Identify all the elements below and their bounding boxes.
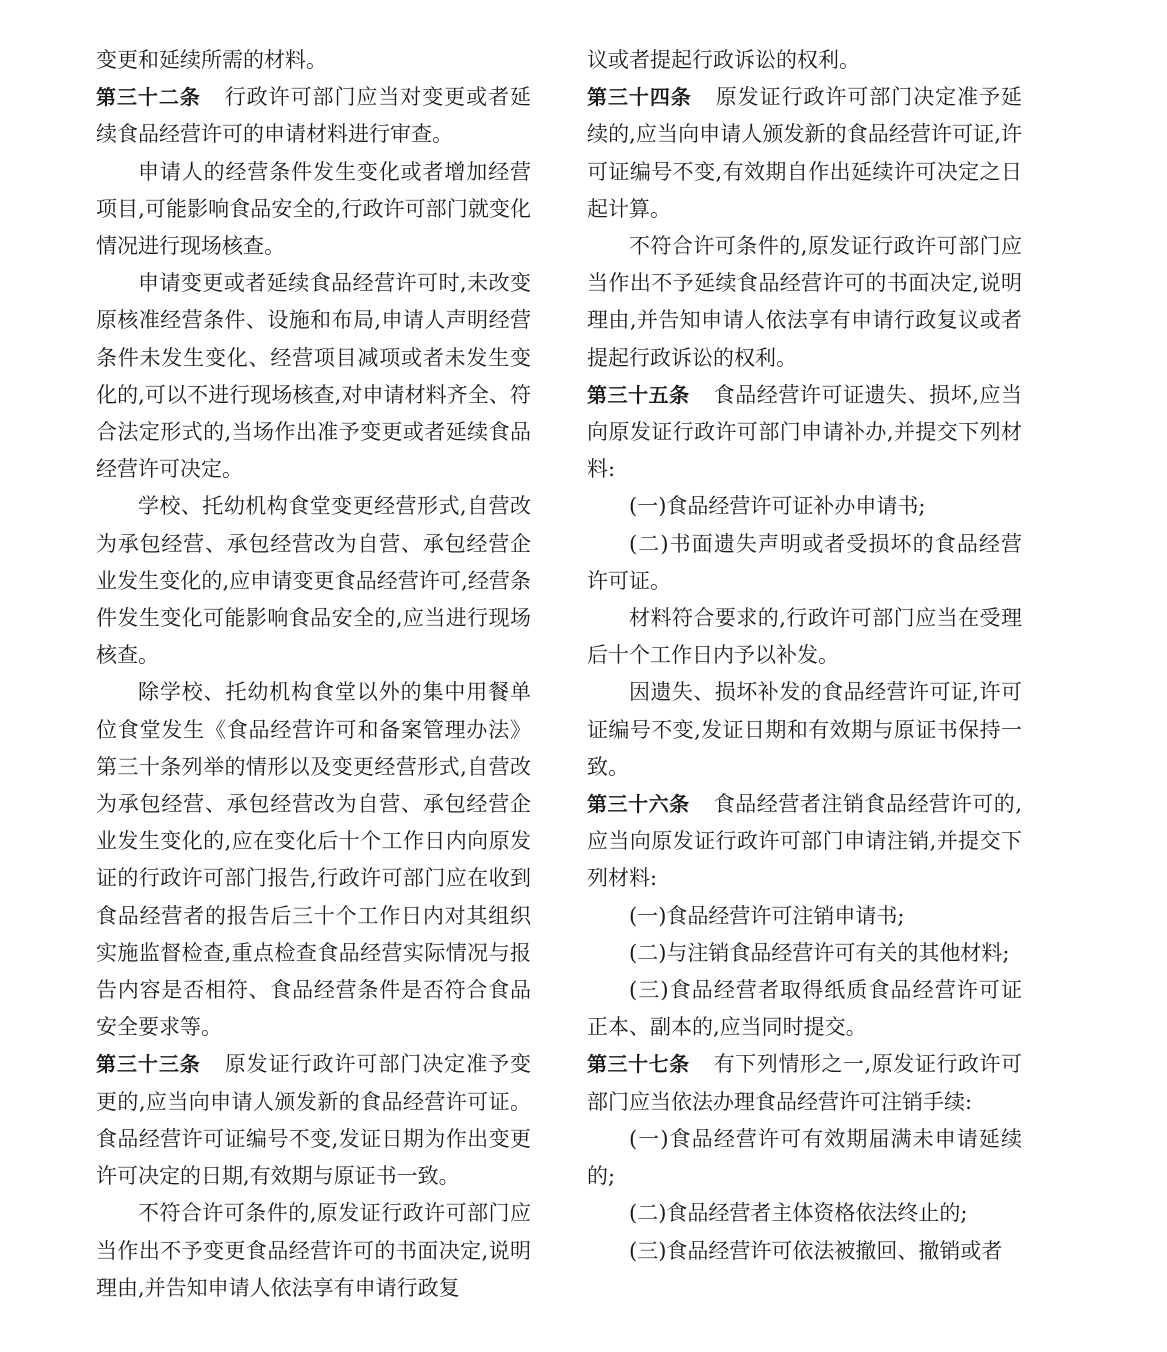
body-paragraph: 变更和延续所需的材料。: [96, 48, 327, 72]
article-text: 原发证行政许可部门决定准予变更的,应当向申请人颁发新的食品经营许可证。食品经营许可证编号不变,发证日期为作出变更许可决定的日期,有效期与原证书一致。: [96, 1052, 532, 1189]
list-item: (三)食品经营许可依法被撤回、撤销或者: [629, 1238, 1003, 1263]
body-paragraph: 学校、托幼机构食堂变更经营形式,自营改为承包经营、承包经营改为自营、承包经营企业发生变化的,应申请变更食品经营许可,经营条件发生变化可能影响食品安全的,应当进行现场核查。: [96, 494, 531, 668]
article-heading: 第三十二条: [96, 85, 201, 110]
list-item: (二)书面遗失声明或者受损坏的食品经营许可证。: [587, 531, 1022, 593]
article-heading: 第三十四条: [587, 85, 692, 110]
body-paragraph: 材料符合要求的,行政许可部门应当在受理后十个工作日内予以补发。: [587, 606, 1022, 668]
article-text: 行政许可部门应当对变更或者延续食品经营许可的申请材料进行审查。: [96, 85, 532, 147]
article-paragraph: [587, 1046, 1022, 1120]
article-heading: 第三十三条: [96, 1052, 201, 1077]
list-item: (三)食品经营者取得纸质食品经营许可证正本、副本的,应当同时提交。: [587, 978, 1022, 1040]
body-paragraph: 申请人的经营条件发生变化或者增加经营项目,可能影响食品安全的,行政许可部门就变化情况进行现场核查。: [96, 159, 531, 259]
article-paragraph: [587, 786, 1022, 898]
list-item: (二)食品经营者主体资格依法终止的;: [629, 1201, 968, 1226]
body-paragraph: 除学校、托幼机构食堂以外的集中用餐单位食堂发生《食品经营许可和备案管理办法》第三十条列举的情形以及变更经营形式,自营改为承包经营、承包经营改为自营、承包经营企业发生变化的,应在变化后十个工作日内向原发证的行政许可部门报告,行政许可部门应在收到食品经营者的报告后三十个工作日内对其组织实施监督检查,重点检查食品经营实际情况与报告内容是否相符、食品经营条件是否符合食品安全要求等。: [96, 680, 531, 1040]
article-heading: 第三十七条: [587, 1052, 690, 1077]
article-heading: 第三十六条: [587, 792, 690, 817]
article-paragraph: [587, 79, 1022, 228]
body-paragraph: 因遗失、损坏补发的食品经营许可证,许可证编号不变,发证日期和有效期与原证书保持一致。: [587, 680, 1022, 779]
list-item: (一)食品经营许可注销申请书;: [629, 903, 905, 928]
list-item: (二)与注销食品经营许可有关的其他材料;: [629, 940, 1010, 965]
article-paragraph: [587, 377, 1022, 489]
right-column: [587, 42, 1022, 1270]
article-text: 食品经营者注销食品经营许可的,应当向原发证行政许可部门申请注销,并提交下列材料:: [587, 792, 1022, 891]
article-paragraph: [96, 1046, 531, 1195]
article-text: 食品经营许可证遗失、损坏,应当向原发证行政许可部门申请补办,并提交下列材料:: [587, 382, 1022, 482]
article-text: 原发证行政许可部门决定准予延续的,应当向申请人颁发新的食品经营许可证,许可证编号不变,有效期自作出延续许可决定之日起计算。: [587, 85, 1023, 221]
article-text: 有下列情形之一,原发证行政许可部门应当依法办理食品经营许可注销手续:: [587, 1052, 1022, 1114]
list-item: (一)食品经营许可证补办申请书;: [629, 494, 926, 519]
body-paragraph: 不符合许可条件的,原发证行政许可部门应当作出不予变更食品经营许可的书面决定,说明理由,并告知申请人依法享有申请行政复: [96, 1201, 531, 1300]
left-column: [96, 42, 531, 1307]
body-paragraph: 申请变更或者延续食品经营许可时,未改变原核准经营条件、设施和布局,申请人声明经营条件未发生变化、经营项目减项或者未发生变化的,可以不进行现场核查,对申请材料齐全、符合法定形式的,当场作出准予变更或者延续食品经营许可决定。: [96, 271, 531, 482]
article-paragraph: [96, 79, 531, 153]
body-paragraph: 不符合许可条件的,原发证行政许可部门应当作出不予延续食品经营许可的书面决定,说明理由,并告知申请人依法享有申请行政复议或者提起行政诉讼的权利。: [587, 234, 1022, 370]
list-item: (一)食品经营许可有效期届满未申请延续的;: [587, 1126, 1022, 1189]
body-paragraph: 议或者提起行政诉讼的权利。: [587, 48, 860, 72]
article-heading: 第三十五条: [587, 382, 690, 407]
